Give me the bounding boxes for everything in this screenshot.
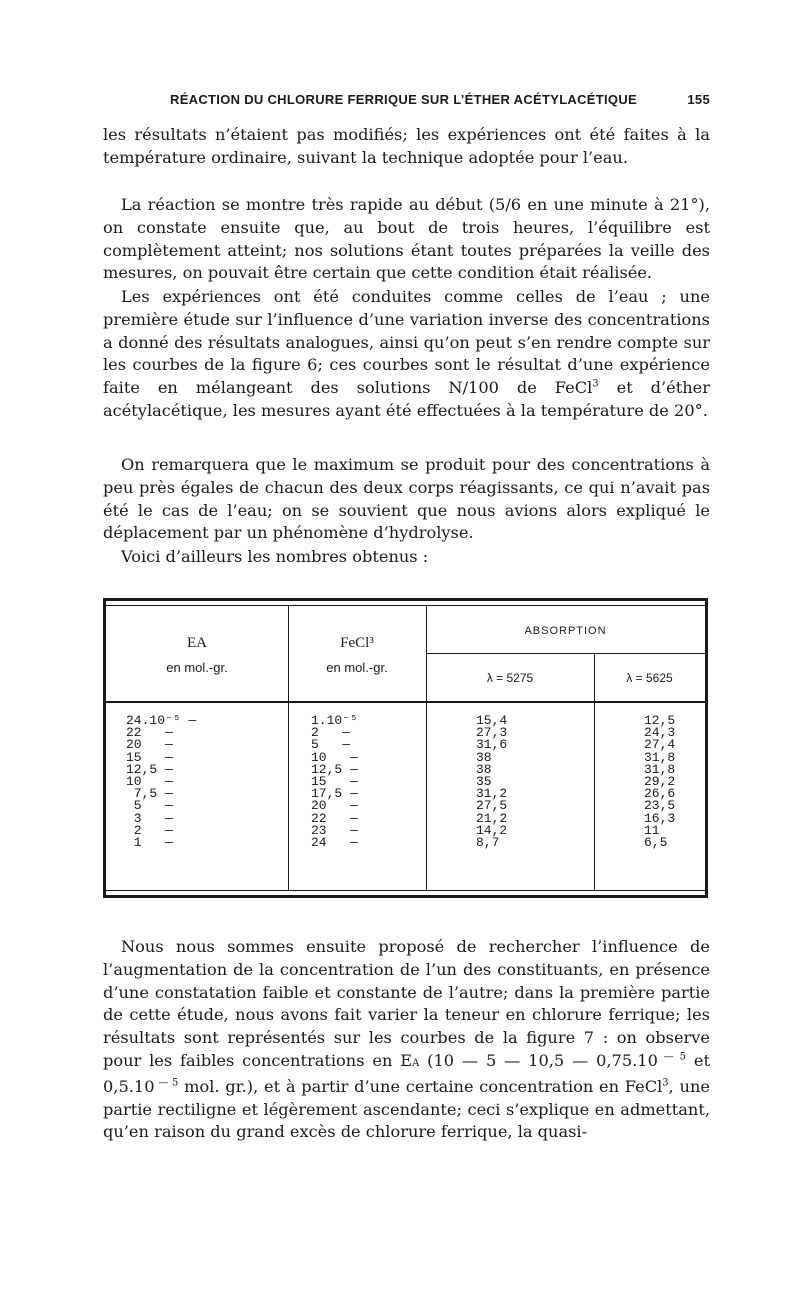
table-cell: 10 —	[126, 774, 173, 790]
table-cell: 23 —	[311, 822, 358, 838]
table-cell: 35	[476, 774, 492, 790]
table-cell: 27,3	[476, 725, 508, 741]
table-cell: 31,8	[644, 749, 676, 765]
table-cell: 12,5	[644, 713, 676, 728]
table-cell: 15,4	[476, 713, 508, 728]
table-cell: 12,5 —	[126, 761, 173, 777]
paragraph-4: On remarquera que le maximum se produit pour des concentrations à peu près égales de chacun des deux corps réagissants, ce qui n’avait pas été le cas de l’eau; on se souvient que nous avions alors expliqué le déplacement par un phénomène d’hydrolyse.	[103, 455, 710, 543]
table-cell: 21,2	[476, 810, 508, 826]
table-cell: 29,2	[644, 774, 676, 790]
table-rule	[106, 890, 705, 891]
paragraph-2: La réaction se montre très rapide au début (5/6 en une minute à 21°), on constate ensuite que, au bout de trois heures, l’équilibre est complètement atteint; nos solutions étant toutes préparées la veille des mesures, on pouvait être certain que cette condition était réalisée.	[103, 195, 710, 283]
paragraph-3: Les expériences ont été conduites comme celles de l’eau ; une première étude sur l’influence d’une variation inverse des concentrations a donné des résultats analogues, ainsi qu’on peut s’en rendre compte sur les courbes de la figure 6; ces courbes sont le résultat d’une expérience faite en mélangeant des solutions N/100 de FeCl$^3$ et d’éther acétylacétique, les mesures ayant été effectuées à la température de 20°.	[103, 287, 710, 420]
table-cell: 2 —	[126, 822, 173, 838]
absorption-header: ABSORPTION	[524, 625, 607, 637]
table-cell: 3 —	[126, 810, 173, 826]
lambda-5275-header: λ = 5275	[486, 671, 534, 685]
table-rule	[106, 701, 705, 703]
table-cell: 24 —	[311, 835, 358, 851]
table-cell: 23,5	[644, 798, 676, 814]
table-rule	[426, 605, 427, 891]
table-cell: 5 —	[311, 737, 351, 753]
page-number: 155	[687, 92, 710, 107]
table-cell: 1 —	[126, 835, 173, 851]
table-cell: 5 —	[126, 798, 173, 814]
table-cell: 38	[476, 761, 492, 777]
table-cell: 8,7	[476, 835, 500, 851]
table-rule	[106, 605, 705, 606]
paragraph-1: les résultats n’étaient pas modifiés; les expériences ont été faites à la température ordinaire, suivant la technique adoptée pour l’eau.	[103, 125, 710, 167]
table-cell: 22 —	[311, 810, 358, 826]
table-cell: 2 —	[311, 725, 351, 741]
paragraph-6: Nous nous sommes ensuite proposé de rechercher l’influence de l’augmentation de la concentration de l’un des constituants, en présence d’une constatation faible et constante de l’autre; dans la première partie de cette étude, nous avons fait varier la teneur en chlorure ferrique; les résultats sont représentés sur les courbes de la figure 7 : on observe pour les faibles concentrations en EA (10 — 5 — 10,5 — 0,75.10 $^{— 5}$ et 0,5.10 $^{— 5}$ mol. gr.), et à partir d’une certaine concentration en FeCl$^3$, une partie rectiligne et légèrement ascendante; ceci s’explique en admettant, qu’en raison du grand excès de chlorure ferrique, la quasi-	[103, 937, 711, 1142]
table-cell: 7,5 —	[126, 786, 173, 802]
col-abs5625-values	[644, 715, 675, 849]
paragraph-5: Voici d’ailleurs les nombres obtenus :	[121, 547, 429, 566]
table-cell: 15 —	[126, 749, 173, 765]
table-cell: 31,6	[476, 737, 508, 753]
table-cell: 24.10⁻⁵ —	[126, 713, 197, 728]
table-cell: 10 —	[311, 749, 358, 765]
col-abs5275-values	[476, 715, 507, 849]
table-cell: 1.10⁻⁵	[311, 713, 358, 728]
table-cell: 22 —	[126, 725, 173, 741]
col-ea-header: EA en mol.-gr.	[166, 635, 228, 675]
table-cell: 20 —	[311, 798, 358, 814]
table-rule	[594, 653, 595, 891]
table-cell: 15 —	[311, 774, 358, 790]
table-cell: 6,5	[644, 835, 668, 851]
table-cell: 27,4	[644, 737, 676, 753]
table-cell: 16,3	[644, 810, 676, 826]
lambda-5625-header: λ = 5625	[626, 671, 673, 685]
table-cell: 31,8	[644, 761, 676, 777]
table-rule	[426, 653, 705, 654]
results-table	[103, 598, 708, 898]
col-fecl3-header: FeCl³ en mol.-gr.	[326, 635, 388, 675]
col-ea-values	[126, 715, 196, 849]
table-cell: 24,3	[644, 725, 676, 741]
running-title: RÉACTION DU CHLORURE FERRIQUE SUR L’ÉTHER ACÉTYLACÉTIQUE	[170, 92, 638, 107]
table-cell: 20 —	[126, 737, 173, 753]
table-cell: 31,2	[476, 786, 508, 802]
table-cell: 14,2	[476, 822, 508, 838]
table-cell: 11	[644, 822, 660, 838]
table-cell: 17,5 —	[311, 786, 358, 802]
col-fecl3-values	[311, 715, 358, 849]
table-cell: 12,5 —	[311, 761, 358, 777]
table-cell: 27,5	[476, 798, 508, 814]
table-cell: 26,6	[644, 786, 676, 802]
table-cell: 38	[476, 749, 492, 765]
